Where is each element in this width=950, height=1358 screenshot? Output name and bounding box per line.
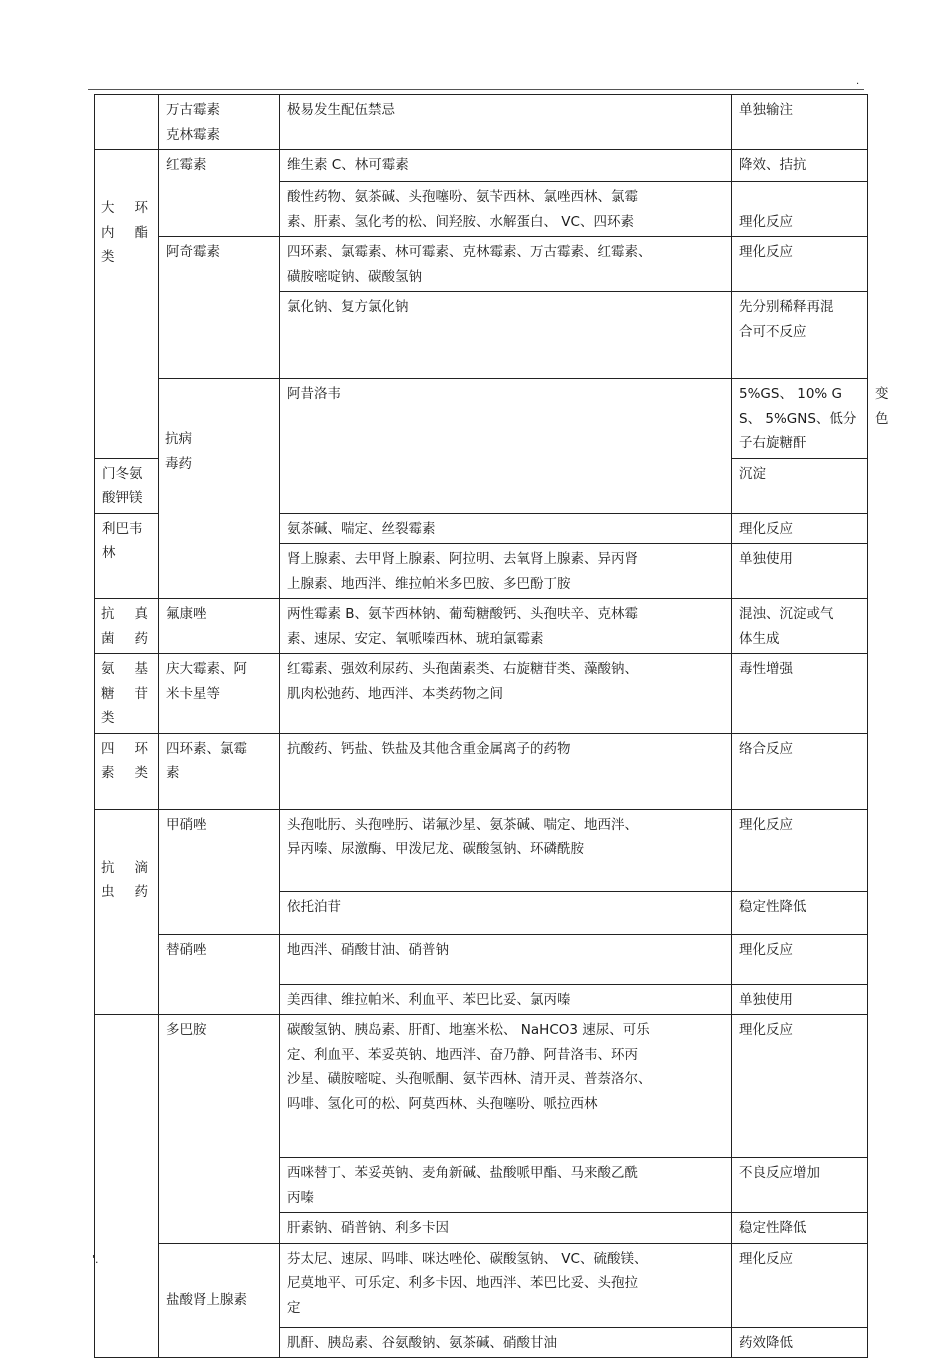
corner-mark: . bbox=[856, 76, 860, 87]
incompatible-drugs-cell: 维生素 C、林可霉素 bbox=[280, 150, 732, 182]
table-row bbox=[95, 733, 868, 809]
incompatible-drugs-cell: 肾上腺素、去甲肾上腺素、阿拉明、去氧肾上腺素、异丙肾 上腺素、地西泮、维拉帕米多巴胺、多巴酚丁胺 bbox=[280, 544, 732, 599]
drug-cell: 万古霉素 克林霉素 bbox=[159, 95, 280, 150]
drug-cell: 阿奇霉素 bbox=[159, 237, 280, 379]
incompatible-drugs-cell: 氨茶碱、喘定、丝裂霉素 bbox=[280, 513, 732, 544]
incompatible-drugs-cell: 门冬氨酸钾镁 bbox=[95, 458, 159, 513]
effect-cell: 理化反应 bbox=[732, 934, 868, 984]
effect-cell: 沉淀 bbox=[732, 458, 868, 513]
effect-cell: 络合反应 bbox=[732, 733, 868, 809]
effect-cell: 理化反应 bbox=[732, 1015, 868, 1158]
incompatible-drugs-cell: 肝素钠、硝普钠、利多卡因 bbox=[280, 1213, 732, 1244]
drug-cell: 氟康唑 bbox=[159, 599, 280, 654]
effect-cell: 不良反应增加 bbox=[732, 1158, 868, 1213]
effect-cell: 毒性增强 bbox=[732, 654, 868, 734]
table-row: 抗病 毒药 阿昔洛韦 5%GS、 10% GS、 5%GNS、低分子右旋糖酐 变色 bbox=[95, 379, 868, 459]
effect-cell: 混浊、沉淀或气 体生成 bbox=[732, 599, 868, 654]
drug-cell: 盐酸肾上腺素 bbox=[159, 1243, 280, 1358]
category-cell bbox=[95, 95, 159, 150]
drug-cell: 庆大霉素、阿 米卡星等 bbox=[159, 654, 280, 734]
incompatible-drugs-cell: 酸性药物、氨茶碱、头孢噻吩、氨苄西林、氯唑西林、氯霉 素、肝素、氢化考的松、间羟胺、水解蛋白、 VC、四环素 bbox=[280, 182, 732, 237]
drug-cell: 多巴胺 bbox=[159, 1015, 280, 1244]
category-cell: 抗真 菌药 bbox=[95, 599, 159, 654]
incompatible-drugs-cell: 极易发生配伍禁忌 bbox=[280, 95, 732, 150]
effect-cell: 理化反应 bbox=[732, 237, 868, 292]
effect-cell: 稳定性降低 bbox=[732, 1213, 868, 1244]
drug-cell: 阿昔洛韦 bbox=[280, 379, 732, 514]
table-row bbox=[95, 1243, 868, 1327]
drug-cell: 利巴韦林 bbox=[95, 513, 159, 599]
incompatible-drugs-cell: 四环素、氯霉素、林可霉素、克林霉素、万古霉素、红霉素、 磺胺嘧啶钠、碳酸氢钠 bbox=[280, 237, 732, 292]
drug-cell: 四环素、氯霉 素 bbox=[159, 733, 280, 809]
effect-cell: 降效、拮抗 bbox=[732, 150, 868, 182]
effect-cell: 单独使用 bbox=[732, 984, 868, 1015]
table-row bbox=[95, 237, 868, 292]
incompatible-drugs-cell: 地西泮、硝酸甘油、硝普钠 bbox=[280, 934, 732, 984]
incompatible-drugs-cell: 两性霉素 B、氨苄西林钠、葡萄糖酸钙、头孢呋辛、克林霉 素、速尿、安定、氧哌嗪西林、琥珀氯霉素 bbox=[280, 599, 732, 654]
table-row bbox=[95, 599, 868, 654]
table-row bbox=[95, 150, 868, 182]
incompatible-drugs-cell: 依托泊苷 bbox=[280, 891, 732, 934]
table-row bbox=[95, 654, 868, 734]
header-rule bbox=[88, 89, 864, 90]
category-cell: 抗病 毒药 bbox=[159, 379, 280, 599]
effect-cell: 理化反应 bbox=[732, 1243, 868, 1327]
incompatible-drugs-cell: 抗酸药、钙盐、铁盐及其他含重金属离子的药物 bbox=[280, 733, 732, 809]
effect-cell: 单独使用 bbox=[732, 544, 868, 599]
incompatible-drugs-cell: 肌酐、胰岛素、谷氨酸钠、氨茶碱、硝酸甘油 bbox=[280, 1327, 732, 1358]
effect-cell: 药效降低 bbox=[732, 1327, 868, 1358]
drug-cell: 替硝唑 bbox=[159, 934, 280, 1015]
category-cell: 四环 素类 bbox=[95, 733, 159, 809]
category-cell: 抗滴 虫药 bbox=[95, 809, 159, 1015]
incompatible-drugs-cell: 西咪替丁、苯妥英钠、麦角新碱、盐酸哌甲酯、马来酸乙酰 丙嗪 bbox=[280, 1158, 732, 1213]
incompatible-drugs-cell: 红霉素、强效利尿药、头孢菌素类、右旋糖苷类、藻酸钠、 肌肉松弛药、地西泮、本类药物之间 bbox=[280, 654, 732, 734]
effect-cell: 稳定性降低 bbox=[732, 891, 868, 934]
category-cell: 氨基 糖苷 类 bbox=[95, 654, 159, 734]
incompatible-drugs-cell: 氯化钠、复方氯化钠 bbox=[280, 292, 732, 379]
effect-cell: 理化反应 bbox=[732, 809, 868, 891]
effect-cell: 理化反应 bbox=[732, 182, 868, 237]
drug-cell: 甲硝唑 bbox=[159, 809, 280, 934]
effect-cell: 先分别稀释再混 合可不反应 bbox=[732, 292, 868, 379]
effect-cell: 单独输注 bbox=[732, 95, 868, 150]
incompatible-drugs-cell: 5%GS、 10% GS、 5%GNS、低分子右旋糖酐 bbox=[732, 379, 868, 459]
drug-cell: 红霉素 bbox=[159, 150, 280, 237]
incompatible-drugs-cell: 芬太尼、速尿、吗啡、咪达唑伦、碳酸氢钠、 VC、硫酸镁、 尼莫地平、可乐定、利多卡因、地西泮、苯巴比妥、头孢拉 定 bbox=[280, 1243, 732, 1327]
table-row bbox=[95, 934, 868, 984]
category-cell bbox=[95, 1015, 159, 1358]
table-row bbox=[95, 95, 868, 150]
table-row bbox=[95, 1015, 868, 1158]
incompatible-drugs-cell: 碳酸氢钠、胰岛素、肝酊、地塞米松、 NaHCO3 速尿、可乐 定、利血平、苯妥英钠、地西泮、奋乃静、阿昔洛韦、环丙 沙星、磺胺嘧啶、头孢哌酮、氨苄西林、清开灵、普萘洛尔、 吗啡、氢化可的松、阿莫西林、头孢噻吩、哌拉西林 bbox=[280, 1015, 732, 1158]
footer-mark: '. bbox=[92, 1253, 99, 1266]
incompatible-drugs-cell: 头孢吡肟、头孢唑肟、诺氟沙星、氨茶碱、喘定、地西泮、 异丙嗪、尿激酶、甲泼尼龙、碳酸氢钠、环磷酰胺 bbox=[280, 809, 732, 891]
incompatible-drugs-cell: 美西律、维拉帕米、利血平、苯巴比妥、氯丙嗪 bbox=[280, 984, 732, 1015]
effect-cell: 理化反应 bbox=[732, 513, 868, 544]
table-row bbox=[95, 809, 868, 891]
drug-incompatibility-table bbox=[94, 94, 889, 1358]
category-cell: 大环 内酯 类 bbox=[95, 150, 159, 459]
